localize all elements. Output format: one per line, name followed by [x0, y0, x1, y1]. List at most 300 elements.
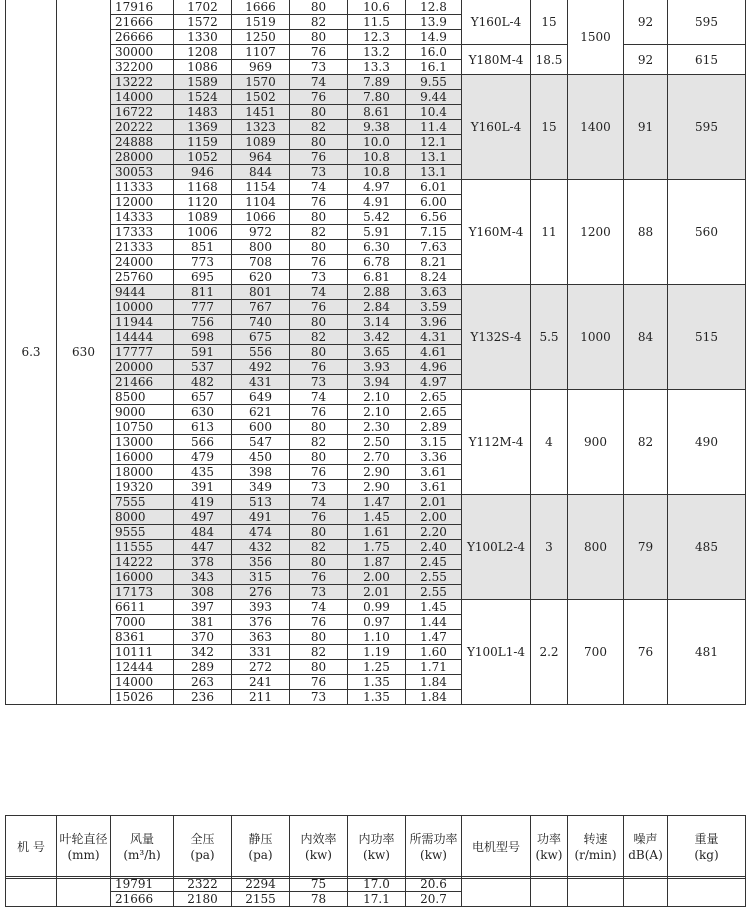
speed-cell: 900	[568, 390, 624, 495]
internal-power-cell: 2.10	[348, 390, 406, 405]
noise-cell: 84	[624, 285, 668, 390]
airflow-cell: 16722	[111, 105, 174, 120]
static-pressure-cell: 800	[232, 240, 290, 255]
header-efficiency: 内效率 (kw)	[290, 816, 348, 879]
header-airflow: 风量 (m³/h)	[111, 816, 174, 879]
internal-power-cell: 0.99	[348, 600, 406, 615]
efficiency-cell: 82	[290, 540, 348, 555]
total-pressure-cell: 378	[174, 555, 232, 570]
required-power-cell: 9.55	[406, 75, 462, 90]
total-pressure-cell: 2180	[174, 892, 232, 907]
static-pressure-cell: 331	[232, 645, 290, 660]
total-pressure-cell: 381	[174, 615, 232, 630]
total-pressure-cell: 537	[174, 360, 232, 375]
motor-model-cell: Y160L-4	[462, 75, 531, 180]
total-pressure-cell: 497	[174, 510, 232, 525]
efficiency-cell: 80	[290, 135, 348, 150]
efficiency-cell: 76	[290, 405, 348, 420]
total-pressure-cell: 1330	[174, 30, 232, 45]
table-row	[6, 390, 746, 405]
static-pressure-cell: 376	[232, 615, 290, 630]
airflow-cell: 18000	[111, 465, 174, 480]
efficiency-cell: 74	[290, 75, 348, 90]
noise-cell: 82	[624, 390, 668, 495]
efficiency-cell: 78	[290, 892, 348, 907]
required-power-cell: 2.01	[406, 495, 462, 510]
motor-model-cell: Y112M-4	[462, 390, 531, 495]
static-pressure-cell: 964	[232, 150, 290, 165]
internal-power-cell: 17.0	[348, 877, 406, 892]
airflow-cell: 8000	[111, 510, 174, 525]
efficiency-cell: 82	[290, 645, 348, 660]
power-cell: 2.2	[531, 600, 568, 705]
header-required-power: 所需功率 (kw)	[406, 816, 462, 879]
noise-cell: 91	[624, 75, 668, 180]
efficiency-cell: 76	[290, 150, 348, 165]
static-pressure-cell: 556	[232, 345, 290, 360]
required-power-cell: 4.96	[406, 360, 462, 375]
internal-power-cell: 1.75	[348, 540, 406, 555]
static-pressure-cell: 276	[232, 585, 290, 600]
total-pressure-cell: 308	[174, 585, 232, 600]
table-row	[6, 45, 746, 60]
noise-cell: 92	[624, 45, 668, 75]
airflow-cell: 28000	[111, 150, 174, 165]
total-pressure-cell: 479	[174, 450, 232, 465]
required-power-cell: 20.7	[406, 892, 462, 907]
total-pressure-cell: 1159	[174, 135, 232, 150]
airflow-cell: 17333	[111, 225, 174, 240]
total-pressure-cell: 482	[174, 375, 232, 390]
internal-power-cell: 1.61	[348, 525, 406, 540]
internal-power-cell: 2.70	[348, 450, 406, 465]
efficiency-cell: 75	[290, 877, 348, 892]
required-power-cell: 2.00	[406, 510, 462, 525]
speed-cell: 1000	[568, 285, 624, 390]
airflow-cell: 14444	[111, 330, 174, 345]
motor-model-cell	[462, 877, 531, 907]
internal-power-cell: 1.19	[348, 645, 406, 660]
internal-power-cell: 1.10	[348, 630, 406, 645]
efficiency-cell: 82	[290, 435, 348, 450]
required-power-cell: 1.60	[406, 645, 462, 660]
internal-power-cell: 2.00	[348, 570, 406, 585]
total-pressure-cell: 1089	[174, 210, 232, 225]
next-section-table	[5, 876, 746, 907]
required-power-cell: 4.97	[406, 375, 462, 390]
internal-power-cell: 10.8	[348, 165, 406, 180]
required-power-cell: 2.55	[406, 585, 462, 600]
total-pressure-cell: 613	[174, 420, 232, 435]
required-power-cell: 2.55	[406, 570, 462, 585]
static-pressure-cell: 621	[232, 405, 290, 420]
required-power-cell: 3.59	[406, 300, 462, 315]
internal-power-cell: 0.97	[348, 615, 406, 630]
power-cell: 3	[531, 495, 568, 600]
weight-cell: 595	[668, 75, 746, 180]
required-power-cell: 8.24	[406, 270, 462, 285]
required-power-cell: 2.65	[406, 390, 462, 405]
weight-cell: 595	[668, 0, 746, 45]
static-pressure-cell: 1089	[232, 135, 290, 150]
static-pressure-cell: 620	[232, 270, 290, 285]
static-pressure-cell: 2155	[232, 892, 290, 907]
internal-power-cell: 1.87	[348, 555, 406, 570]
required-power-cell: 2.65	[406, 405, 462, 420]
airflow-cell: 19791	[111, 877, 174, 892]
static-pressure-cell: 315	[232, 570, 290, 585]
total-pressure-cell: 1006	[174, 225, 232, 240]
efficiency-cell: 82	[290, 120, 348, 135]
static-pressure-cell: 675	[232, 330, 290, 345]
internal-power-cell: 4.97	[348, 180, 406, 195]
speed-cell	[568, 877, 624, 907]
required-power-cell: 8.21	[406, 255, 462, 270]
airflow-cell: 9000	[111, 405, 174, 420]
airflow-cell: 15026	[111, 690, 174, 705]
total-pressure-cell: 419	[174, 495, 232, 510]
efficiency-cell: 80	[290, 660, 348, 675]
internal-power-cell: 17.1	[348, 892, 406, 907]
airflow-cell: 10111	[111, 645, 174, 660]
fan-performance-table	[5, 0, 746, 705]
efficiency-cell: 76	[290, 510, 348, 525]
efficiency-cell: 76	[290, 465, 348, 480]
motor-model-cell: Y100L1-4	[462, 600, 531, 705]
static-pressure-cell: 1502	[232, 90, 290, 105]
table-row	[6, 600, 746, 615]
total-pressure-cell: 1120	[174, 195, 232, 210]
required-power-cell: 4.61	[406, 345, 462, 360]
header-speed: 转速 (r/min)	[568, 816, 624, 879]
internal-power-cell: 10.6	[348, 0, 406, 15]
speed-cell: 700	[568, 600, 624, 705]
static-pressure-cell: 2294	[232, 877, 290, 892]
efficiency-cell: 74	[290, 600, 348, 615]
airflow-cell: 16000	[111, 450, 174, 465]
internal-power-cell: 6.78	[348, 255, 406, 270]
efficiency-cell: 76	[290, 255, 348, 270]
static-pressure-cell: 363	[232, 630, 290, 645]
required-power-cell: 13.1	[406, 165, 462, 180]
static-pressure-cell: 491	[232, 510, 290, 525]
power-cell: 15	[531, 75, 568, 180]
required-power-cell: 3.96	[406, 315, 462, 330]
internal-power-cell: 10.8	[348, 150, 406, 165]
airflow-cell: 20000	[111, 360, 174, 375]
internal-power-cell: 13.2	[348, 45, 406, 60]
required-power-cell: 14.9	[406, 30, 462, 45]
required-power-cell: 1.71	[406, 660, 462, 675]
motor-model-cell: Y160L-4	[462, 0, 531, 45]
efficiency-cell: 76	[290, 300, 348, 315]
static-pressure-cell: 349	[232, 480, 290, 495]
airflow-cell: 21666	[111, 15, 174, 30]
internal-power-cell: 2.90	[348, 465, 406, 480]
static-pressure-cell: 1066	[232, 210, 290, 225]
efficiency-cell: 76	[290, 570, 348, 585]
header-total-pressure: 全压 (pa)	[174, 816, 232, 879]
total-pressure-cell: 1369	[174, 120, 232, 135]
static-pressure-cell: 474	[232, 525, 290, 540]
static-pressure-cell: 241	[232, 675, 290, 690]
required-power-cell: 1.84	[406, 690, 462, 705]
total-pressure-cell: 370	[174, 630, 232, 645]
table-row	[6, 877, 746, 892]
table-row	[6, 285, 746, 300]
efficiency-cell: 73	[290, 585, 348, 600]
required-power-cell: 2.89	[406, 420, 462, 435]
efficiency-cell: 80	[290, 105, 348, 120]
table-row	[6, 180, 746, 195]
power-cell	[531, 877, 568, 907]
header-model-no: 机 号	[6, 816, 57, 879]
required-power-cell: 1.44	[406, 615, 462, 630]
static-pressure-cell: 969	[232, 60, 290, 75]
internal-power-cell: 1.35	[348, 675, 406, 690]
header-static-pressure: 静压 (pa)	[232, 816, 290, 879]
internal-power-cell: 3.42	[348, 330, 406, 345]
efficiency-cell: 74	[290, 285, 348, 300]
required-power-cell: 2.45	[406, 555, 462, 570]
internal-power-cell: 3.94	[348, 375, 406, 390]
total-pressure-cell: 630	[174, 405, 232, 420]
internal-power-cell: 7.89	[348, 75, 406, 90]
static-pressure-cell: 356	[232, 555, 290, 570]
airflow-cell: 32200	[111, 60, 174, 75]
total-pressure-cell: 698	[174, 330, 232, 345]
static-pressure-cell: 1104	[232, 195, 290, 210]
required-power-cell: 9.44	[406, 90, 462, 105]
total-pressure-cell: 1524	[174, 90, 232, 105]
static-pressure-cell: 1107	[232, 45, 290, 60]
required-power-cell: 6.00	[406, 195, 462, 210]
total-pressure-cell: 695	[174, 270, 232, 285]
required-power-cell: 16.1	[406, 60, 462, 75]
total-pressure-cell: 391	[174, 480, 232, 495]
motor-model-cell: Y100L2-4	[462, 495, 531, 600]
noise-cell: 88	[624, 180, 668, 285]
internal-power-cell: 1.47	[348, 495, 406, 510]
internal-power-cell: 2.50	[348, 435, 406, 450]
airflow-cell: 21466	[111, 375, 174, 390]
power-cell: 18.5	[531, 45, 568, 75]
total-pressure-cell: 1483	[174, 105, 232, 120]
required-power-cell: 13.1	[406, 150, 462, 165]
required-power-cell: 20.6	[406, 877, 462, 892]
total-pressure-cell: 946	[174, 165, 232, 180]
efficiency-cell: 80	[290, 30, 348, 45]
airflow-cell: 13000	[111, 435, 174, 450]
airflow-cell: 8500	[111, 390, 174, 405]
efficiency-cell: 74	[290, 390, 348, 405]
airflow-cell: 10000	[111, 300, 174, 315]
header-weight: 重量 (kg)	[668, 816, 746, 879]
motor-model-cell: Y160M-4	[462, 180, 531, 285]
airflow-cell: 30053	[111, 165, 174, 180]
total-pressure-cell: 263	[174, 675, 232, 690]
internal-power-cell: 7.80	[348, 90, 406, 105]
header-power: 功率 (kw)	[531, 816, 568, 879]
static-pressure-cell: 767	[232, 300, 290, 315]
airflow-cell: 17916	[111, 0, 174, 15]
weight-cell: 615	[668, 45, 746, 75]
airflow-cell: 14222	[111, 555, 174, 570]
static-pressure-cell: 1570	[232, 75, 290, 90]
required-power-cell: 6.56	[406, 210, 462, 225]
total-pressure-cell: 435	[174, 465, 232, 480]
airflow-cell: 26666	[111, 30, 174, 45]
airflow-cell: 16000	[111, 570, 174, 585]
total-pressure-cell: 591	[174, 345, 232, 360]
static-pressure-cell: 1451	[232, 105, 290, 120]
efficiency-cell: 80	[290, 630, 348, 645]
static-pressure-cell: 1154	[232, 180, 290, 195]
internal-power-cell: 3.93	[348, 360, 406, 375]
total-pressure-cell: 343	[174, 570, 232, 585]
static-pressure-cell: 492	[232, 360, 290, 375]
static-pressure-cell: 1250	[232, 30, 290, 45]
internal-power-cell: 6.81	[348, 270, 406, 285]
airflow-cell: 24888	[111, 135, 174, 150]
airflow-cell: 24000	[111, 255, 174, 270]
efficiency-cell: 76	[290, 675, 348, 690]
efficiency-cell: 82	[290, 15, 348, 30]
internal-power-cell: 1.45	[348, 510, 406, 525]
noise-cell: 76	[624, 600, 668, 705]
airflow-cell: 11944	[111, 315, 174, 330]
required-power-cell: 3.61	[406, 480, 462, 495]
total-pressure-cell: 397	[174, 600, 232, 615]
total-pressure-cell: 811	[174, 285, 232, 300]
total-pressure-cell: 1052	[174, 150, 232, 165]
efficiency-cell: 80	[290, 0, 348, 15]
table-row	[6, 495, 746, 510]
internal-power-cell: 3.14	[348, 315, 406, 330]
weight-cell: 560	[668, 180, 746, 285]
internal-power-cell: 2.01	[348, 585, 406, 600]
total-pressure-cell: 777	[174, 300, 232, 315]
static-pressure-cell: 649	[232, 390, 290, 405]
speed-cell: 1500	[568, 0, 624, 75]
motor-model-cell: Y180M-4	[462, 45, 531, 75]
efficiency-cell: 80	[290, 555, 348, 570]
efficiency-cell: 80	[290, 420, 348, 435]
model-no-cell-next	[6, 877, 57, 907]
weight-cell: 515	[668, 285, 746, 390]
static-pressure-cell: 1519	[232, 15, 290, 30]
table-row	[6, 75, 746, 90]
required-power-cell: 1.47	[406, 630, 462, 645]
header-impeller-dia: 叶轮直径 (mm)	[57, 816, 111, 879]
efficiency-cell: 73	[290, 690, 348, 705]
total-pressure-cell: 447	[174, 540, 232, 555]
efficiency-cell: 73	[290, 270, 348, 285]
airflow-cell: 7555	[111, 495, 174, 510]
airflow-cell: 10750	[111, 420, 174, 435]
total-pressure-cell: 1168	[174, 180, 232, 195]
static-pressure-cell: 513	[232, 495, 290, 510]
internal-power-cell: 5.91	[348, 225, 406, 240]
weight-cell: 481	[668, 600, 746, 705]
noise-cell	[624, 877, 668, 907]
total-pressure-cell: 2322	[174, 877, 232, 892]
required-power-cell: 7.63	[406, 240, 462, 255]
airflow-cell: 21666	[111, 892, 174, 907]
airflow-cell: 7000	[111, 615, 174, 630]
static-pressure-cell: 431	[232, 375, 290, 390]
internal-power-cell: 1.25	[348, 660, 406, 675]
efficiency-cell: 76	[290, 615, 348, 630]
total-pressure-cell: 342	[174, 645, 232, 660]
airflow-cell: 17173	[111, 585, 174, 600]
weight-cell	[668, 877, 746, 907]
static-pressure-cell: 211	[232, 690, 290, 705]
required-power-cell: 1.45	[406, 600, 462, 615]
required-power-cell: 12.1	[406, 135, 462, 150]
static-pressure-cell: 432	[232, 540, 290, 555]
static-pressure-cell: 393	[232, 600, 290, 615]
efficiency-cell: 80	[290, 450, 348, 465]
efficiency-cell: 80	[290, 240, 348, 255]
required-power-cell: 3.63	[406, 285, 462, 300]
static-pressure-cell: 398	[232, 465, 290, 480]
internal-power-cell: 5.42	[348, 210, 406, 225]
model-no-cell: 6.3	[6, 0, 57, 705]
motor-model-cell: Y132S-4	[462, 285, 531, 390]
static-pressure-cell: 801	[232, 285, 290, 300]
internal-power-cell: 4.91	[348, 195, 406, 210]
total-pressure-cell: 484	[174, 525, 232, 540]
efficiency-cell: 76	[290, 45, 348, 60]
efficiency-cell: 76	[290, 195, 348, 210]
required-power-cell: 3.36	[406, 450, 462, 465]
airflow-cell: 25760	[111, 270, 174, 285]
static-pressure-cell: 972	[232, 225, 290, 240]
airflow-cell: 12444	[111, 660, 174, 675]
power-cell: 11	[531, 180, 568, 285]
required-power-cell: 4.31	[406, 330, 462, 345]
total-pressure-cell: 1086	[174, 60, 232, 75]
speed-cell: 1400	[568, 75, 624, 180]
total-pressure-cell: 1572	[174, 15, 232, 30]
internal-power-cell: 2.30	[348, 420, 406, 435]
total-pressure-cell: 236	[174, 690, 232, 705]
airflow-cell: 14000	[111, 90, 174, 105]
airflow-cell: 8361	[111, 630, 174, 645]
efficiency-cell: 80	[290, 210, 348, 225]
efficiency-cell: 82	[290, 330, 348, 345]
power-cell: 4	[531, 390, 568, 495]
table-row	[6, 0, 746, 15]
required-power-cell: 12.8	[406, 0, 462, 15]
required-power-cell: 11.4	[406, 120, 462, 135]
airflow-cell: 30000	[111, 45, 174, 60]
airflow-cell: 19320	[111, 480, 174, 495]
efficiency-cell: 80	[290, 315, 348, 330]
required-power-cell: 16.0	[406, 45, 462, 60]
static-pressure-cell: 1666	[232, 0, 290, 15]
efficiency-cell: 82	[290, 225, 348, 240]
efficiency-cell: 73	[290, 480, 348, 495]
impeller-dia-cell: 630	[57, 0, 111, 705]
internal-power-cell: 2.88	[348, 285, 406, 300]
required-power-cell: 13.9	[406, 15, 462, 30]
weight-cell: 485	[668, 495, 746, 600]
airflow-cell: 13222	[111, 75, 174, 90]
internal-power-cell: 2.84	[348, 300, 406, 315]
weight-cell: 490	[668, 390, 746, 495]
